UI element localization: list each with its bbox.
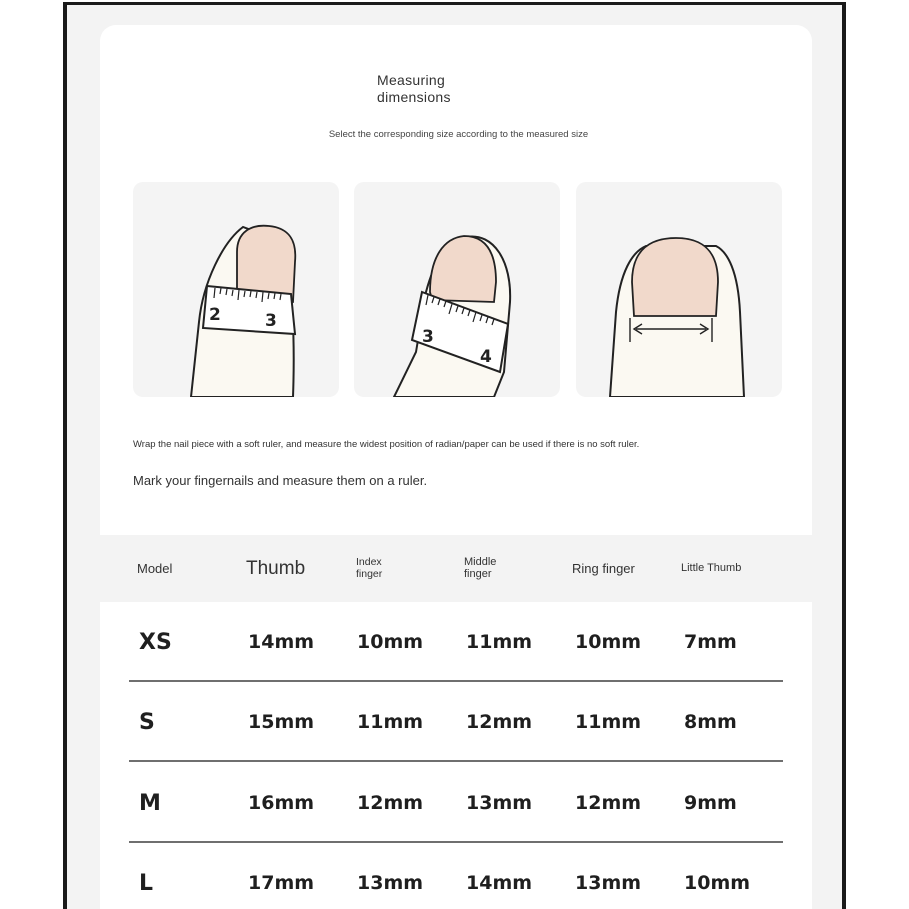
cell-little: 9mm: [684, 792, 737, 814]
header-middle-line2: finger: [464, 567, 492, 580]
cell-model: L: [139, 870, 154, 896]
header-little-thumb: Little Thumb: [681, 561, 742, 574]
header-model: Model: [137, 560, 173, 576]
thumb-ruler-drawing: [133, 182, 339, 397]
ruler-label-3: 3: [265, 311, 277, 331]
cell-middle: 14mm: [466, 872, 533, 894]
cell-little: 10mm: [684, 872, 751, 894]
illustration-finger-ruler: [354, 182, 560, 397]
header-index-finger: [356, 535, 382, 602]
cell-middle: 13mm: [466, 792, 533, 814]
table-row: [129, 682, 783, 762]
cell-index: 10mm: [357, 631, 424, 653]
cell-middle: 11mm: [466, 631, 533, 653]
cell-ring: 12mm: [575, 792, 642, 814]
cell-ring: 13mm: [575, 872, 642, 894]
ruler-label-2: 2: [209, 305, 221, 325]
cell-thumb: 15mm: [248, 711, 315, 733]
cell-thumb: 16mm: [248, 792, 315, 814]
header-ring-finger: Ring finger: [572, 560, 635, 576]
cell-model: XS: [139, 629, 172, 655]
cell-model: S: [139, 709, 155, 735]
cell-ring: 11mm: [575, 711, 642, 733]
cell-ring: 10mm: [575, 631, 642, 653]
page-subtitle: Select the corresponding size according to the measured size: [328, 129, 589, 140]
cell-model: M: [139, 790, 161, 816]
title-line-2: dimensions: [377, 89, 451, 105]
cell-index: 13mm: [357, 872, 424, 894]
cell-middle: 12mm: [466, 711, 533, 733]
page-frame: [63, 2, 846, 909]
table-row: [129, 843, 783, 909]
cell-little: 7mm: [684, 631, 737, 653]
row-divider: [129, 760, 783, 762]
instruction-mark-nails: Mark your fingernails and measure them on a ruler.: [133, 473, 428, 488]
size-table-header: [100, 535, 812, 602]
nail-width-drawing: [576, 182, 782, 397]
header-middle-finger: [464, 535, 496, 602]
cell-thumb: 17mm: [248, 872, 315, 894]
finger-ruler-drawing: [354, 182, 560, 397]
cell-index: 12mm: [357, 792, 424, 814]
page-title: [377, 72, 517, 106]
header-index-line1: Index: [356, 556, 382, 569]
header-thumb: Thumb: [246, 557, 306, 579]
instruction-wrap-ruler: Wrap the nail piece with a soft ruler, and measure the widest position of radian/paper can be used if there is no soft ruler.: [133, 439, 640, 450]
illustration-thumb-ruler: [133, 182, 339, 397]
cell-little: 8mm: [684, 711, 737, 733]
ruler-label-3b: 3: [422, 327, 434, 347]
table-row: [129, 602, 783, 682]
illustration-nail-width: [576, 182, 782, 397]
cell-index: 11mm: [357, 711, 424, 733]
header-index-line2: finger: [356, 567, 383, 580]
cell-thumb: 14mm: [248, 631, 315, 653]
title-line-1: Measuring: [377, 72, 446, 88]
ruler-label-4: 4: [480, 347, 492, 367]
table-row: [129, 763, 783, 843]
header-middle-line1: Middle: [464, 555, 497, 568]
